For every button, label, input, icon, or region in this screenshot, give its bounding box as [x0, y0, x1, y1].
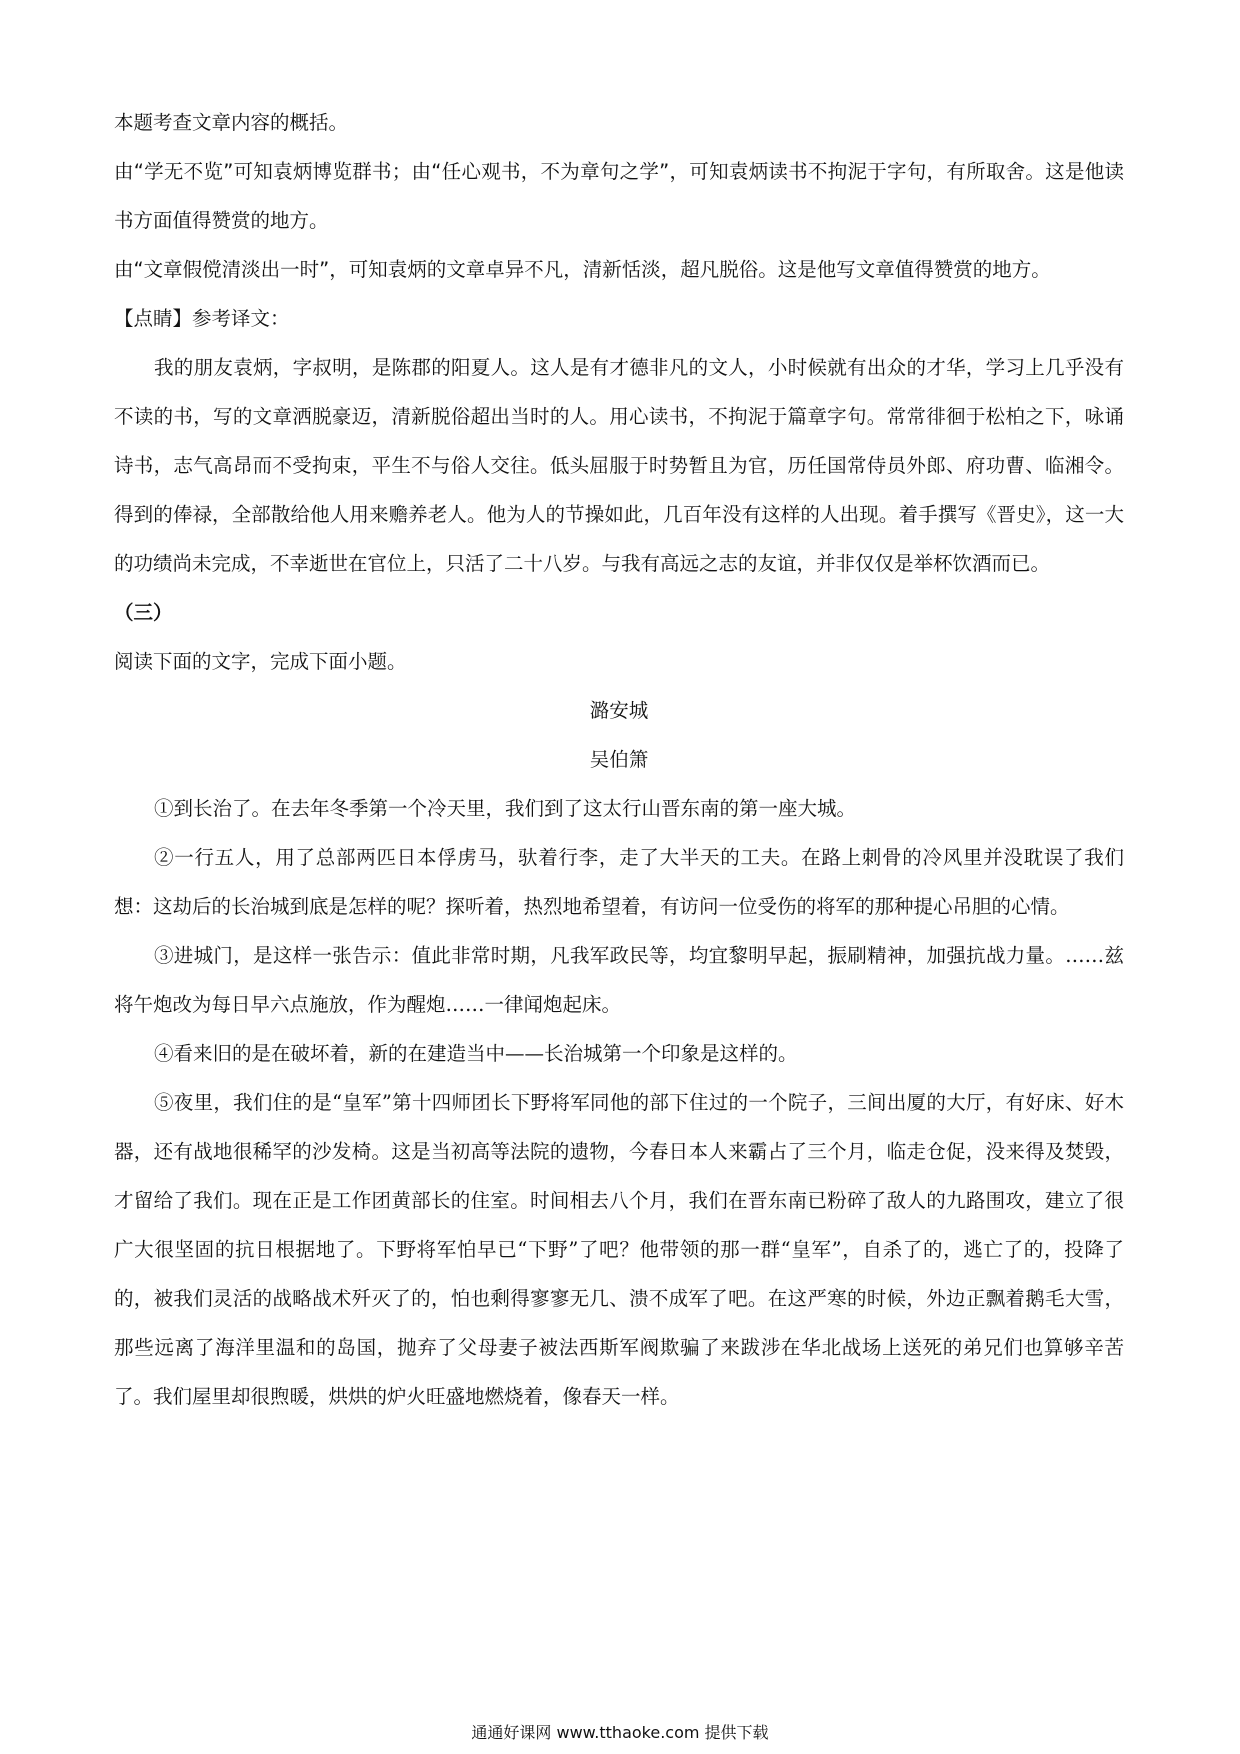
analysis-intro: 本题考查文章内容的概括。	[114, 111, 349, 134]
analysis-paragraph-2: 由“文章假傥清淡出一时”，可知袁炳的文章卓异不凡，清新恬淡，超凡脱俗。这是他写文章值得赞赏的地方。	[114, 258, 1051, 281]
story-paragraph-3: ③进城门，是这样一张告示：值此非常时期，凡我军政民等，均宜黎明早起，振刷精神，加强抗战力量。……兹将午炮改为每日早六点施放，作为醒炮……一律闻炮起床。	[114, 944, 1124, 1016]
section-instruction: 阅读下面的文字，完成下面小题。	[114, 650, 407, 673]
story-paragraph-4: ④看来旧的是在破坏着，新的在建造当中——长治城第一个印象是这样的。	[154, 1042, 798, 1065]
story-paragraph-2: ②一行五人，用了总部两匹日本俘虏马，驮着行李，走了大半天的工夫。在路上刺骨的冷风里并没耽误了我们想：这劫后的长治城到底是怎样的呢？探听着，热烈地希望着，有访问一位受伤的将军的那种提心吊胆的心情。	[114, 846, 1124, 918]
story-title: 潞安城	[589, 699, 649, 722]
story-paragraph-5: ⑤夜里，我们住的是“皇军”第十四师团长下野将军同他的部下住过的一个院子，三间出厦的大厅，有好床、好木器，还有战地很稀罕的沙发椅。这是当初高等法院的遗物，今春日本人来霸占了三个月，临走仓促，没来得及焚毁，才留给了我们。现在正是工作团黄部长的住室。时间相去八个月，我们在晋东南已粉碎了敌人的九路围攻，建立了很广大很坚固的抗日根据地了。下野将军怕早已“下野”了吧？他带领的那一群“皇军”，自杀了的，逃亡了的，投降了的，被我们灵活的战略战术歼灭了的，怕也剩得寥寥无几、溃不成军了吧。在这严寒的时候，外边正飘着鹅毛大雪，那些远离了海洋里温和的岛国，抛弃了父母妻子被法西斯军阀欺骗了来跋涉在华北战场上送死的弟兄们也算够辛苦了。我们屋里却很煦暖，烘烘的炉火旺盛地燃烧着，像春天一样。	[114, 1091, 1124, 1408]
section-label: （三）	[114, 601, 173, 624]
page-footer: 通通好课网 www.tthaoke.com 提供下载	[471, 1723, 769, 1742]
translation-paragraph: 我的朋友袁炳，字叔明，是陈郡的阳夏人。这人是有才德非凡的文人，小时候就有出众的才华，学习上几乎没有不读的书，写的文章洒脱豪迈，清新脱俗超出当时的人。用心读书，不拘泥于篇章字句。常常徘徊于松柏之下，咏诵诗书，志气高昂而不受拘束，平生不与俗人交往。低头屈服于时势暂且为官，历任国常侍员外郎、府功曹、临湘令。得到的俸禄，全部散给他人用来赡养老人。他为人的节操如此，几百年没有这样的人出现。着手撰写《晋史》，这一大的功绩尚未完成，不幸逝世在官位上，只活了二十八岁。与我有高远之志的友谊，并非仅仅是举杯饮酒而已。	[114, 356, 1124, 575]
analysis-paragraph-1: 由“学无不览”可知袁炳博览群书；由“任心观书，不为章句之学”，可知袁炳读书不拘泥于字句，有所取舍。这是他读书方面值得赞赏的地方。	[114, 160, 1124, 232]
story-author: 吴伯箫	[589, 748, 649, 771]
page-content	[114, 98, 1124, 1421]
story-paragraph-1: ①到长治了。在去年冬季第一个冷天里，我们到了这太行山晋东南的第一座大城。	[154, 797, 857, 820]
note-heading: 【点睛】参考译文：	[114, 307, 290, 330]
